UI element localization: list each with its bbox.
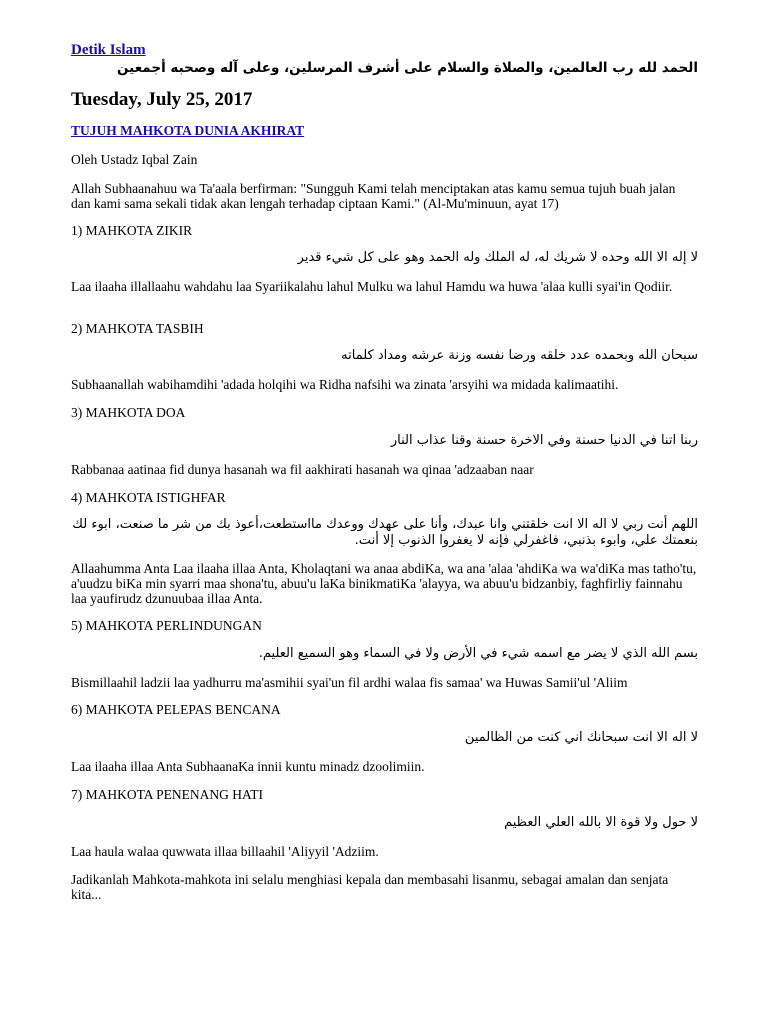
post-closing: Jadikanlah Mahkota-mahkota ini selalu menghiasi kepala dan membasahi lisanmu, sebagai amalan dan senjata kita... bbox=[71, 872, 669, 902]
section-heading-istighfar: 4) MAHKOTA ISTIGHFAR bbox=[71, 490, 226, 505]
section-heading-penenang-hati: 7) MAHKOTA PENENANG HATI bbox=[71, 787, 264, 802]
section-heading-tasbih: 2) MAHKOTA TASBIH bbox=[71, 321, 204, 336]
section-heading-perlindungan: 5) MAHKOTA PERLINDUNGAN bbox=[71, 618, 262, 633]
section-arabic-zikir: لا إله الا الله وحده لا شريك له، له الملك وله الحمد وهو على كل شيء قدير bbox=[297, 250, 698, 265]
section-heading-pelepas-bencana: 6) MAHKOTA PELEPAS BENCANA bbox=[71, 702, 281, 717]
section-latin-pelepas-bencana: Laa ilaaha illaa Anta SubhaanaKa innii kuntu minadz dzoolimiin. bbox=[71, 759, 425, 774]
section-latin-tasbih: Subhaanallah wabihamdihi 'adada holqihi wa Ridha nafsihi wa zinata 'arsyihi wa midada kalimaatihi. bbox=[71, 377, 619, 392]
section-latin-doa: Rabbanaa aatinaa fid dunya hasanah wa fil aakhirati hasanah wa qinaa 'adzaaban naar bbox=[71, 462, 534, 477]
section-arabic-tasbih: سبحان الله وبحمده عدد خلقه ورضا نفسه وزنة عرشه ومداد كلماته bbox=[341, 348, 698, 363]
section-latin-penenang-hati: Laa haula walaa quwwata illaa billaahil 'Aliyyil 'Adziim. bbox=[71, 844, 379, 859]
post-title-link[interactable]: TUJUH MAHKOTA DUNIA AKHIRAT bbox=[71, 123, 305, 138]
section-arabic-istighfar: اللهم أنت ربي لا اله الا انت خلقتني وانا عبدك، وأنا على عهدك ووعدك مااستطعت،أعوذ بك من شر ما صنعت، ابوء لك بنعمتك علي، وابوء بذنبي، فاغفرلي فإنه لا يغفروا الذنوب إلا أنت. bbox=[72, 517, 698, 548]
blog-tagline: الحمد لله رب العالمين، والصلاة والسلام على أشرف المرسلين، وعلى آله وصحبه أجمعين bbox=[117, 60, 698, 76]
post-date: Tuesday, July 25, 2017 bbox=[71, 89, 253, 110]
section-latin-istighfar: Allaahumma Anta Laa ilaaha illaa Anta, Kholaqtani wa anaa abdiKa, wa ana 'alaa 'ahdiKa wa wa'diKa mas tatho'tu, a'uudzu biKa min syarri maa shona'tu, abuu'u laKa binikmatiKa 'alayya, wa abuu'u bidzanbiy, faghfirliy fainnahu laa yaufirudz dzunuubaa illaa Anta. bbox=[71, 561, 697, 606]
section-arabic-doa: ربنا اتنا في الدنيا حسنة وفي الاخرة حسنة وقنا عذاب النار bbox=[390, 433, 698, 448]
blog-title-link[interactable]: Detik Islam bbox=[71, 42, 146, 58]
post-intro: Allah Subhaanahuu wa Ta'aala berfirman: "Sungguh Kami telah menciptakan atas kamu semua tujuh buah jalan dan kami sama sekali tidak akan lengah terhadap ciptaan Kami." (Al-Mu'minuun, ayat 17) bbox=[71, 181, 676, 211]
section-latin-zikir: Laa ilaaha illallaahu wahdahu laa Syariikalahu lahul Mulku wa lahul Hamdu wa huwa 'alaa kulli syai'in Qodiir. bbox=[71, 279, 673, 294]
section-arabic-penenang-hati: لا حول ولا قوة الا بالله العلي العظيم bbox=[504, 815, 698, 830]
section-heading-doa: 3) MAHKOTA DOA bbox=[71, 405, 186, 420]
section-arabic-pelepas-bencana: لا اله الا انت سبحانك اني كنت من الظالمين bbox=[464, 730, 698, 745]
section-arabic-perlindungan: بسم الله الذي لا يضر مع اسمه شيء في الأرض ولا في السماء وهو السميع العليم. bbox=[258, 646, 698, 661]
post-author: Oleh Ustadz Iqbal Zain bbox=[71, 152, 198, 167]
section-heading-zikir: 1) MAHKOTA ZIKIR bbox=[71, 223, 193, 238]
section-latin-perlindungan: Bismillaahil ladzii laa yadhurru ma'asmihii syai'un fil ardhi walaa fis samaa' wa Huwas Samii'ul 'Aliim bbox=[71, 675, 628, 690]
